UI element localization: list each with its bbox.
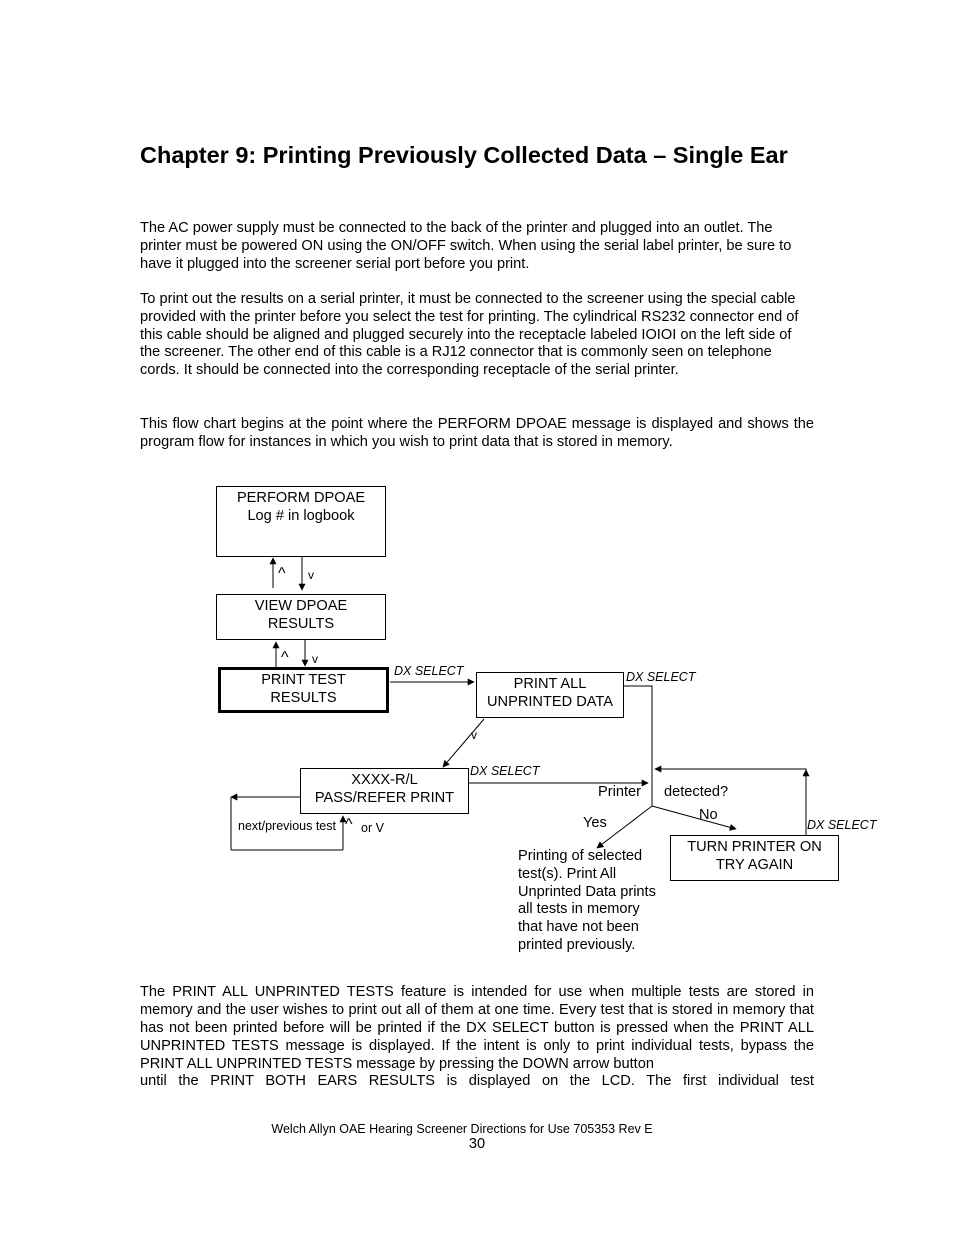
print-test-results-box xyxy=(218,667,389,713)
up-arrow-glyph: ^ xyxy=(278,565,286,582)
down-arrow-glyph: v xyxy=(308,568,314,582)
page-number: 30 xyxy=(468,1136,486,1152)
print-test-results-label: RESULTS xyxy=(270,690,337,706)
footer-doc-title: Welch Allyn OAE Hearing Screener Directions for Use 705353 Rev E xyxy=(271,1122,653,1136)
pass-refer-print-box xyxy=(300,768,469,814)
unprinted-data-label: UNPRINTED DATA xyxy=(487,694,613,710)
view-dpoae-results-box xyxy=(216,594,386,640)
turn-printer-on-label: TURN PRINTER ON xyxy=(687,839,822,855)
yes-label: Yes xyxy=(583,815,607,831)
print-all-unprinted-last-line: until the PRINT BOTH EARS RESULTS is displayed on the LCD. The first individual test xyxy=(140,1073,814,1089)
detected-label: detected? xyxy=(664,784,729,800)
print-all-unprinted-text: The PRINT ALL UNPRINTED TESTS feature is intended for use when multiple tests are stored in memory and the user wishes to print out all of them at one time. Every test that is stored in memory that has not been printed before will be printed if the DX SELECT button is pressed when the PRINT ALL UNPRINTED TESTS message is displayed. If the intent is only to print individual tests, bypass the PRINT ALL UNPRINTED TESTS message by pressing the DOWN arrow button xyxy=(140,984,814,1072)
line-turnon-to-junction xyxy=(655,769,806,836)
print-all-label: PRINT ALL xyxy=(513,676,587,692)
dx-select-label: DX SELECT xyxy=(807,818,877,832)
view-dpoae-label: VIEW DPOAE xyxy=(254,598,348,614)
up-arrow-glyph: ^ xyxy=(345,816,353,833)
print-test-label: PRINT TEST xyxy=(261,672,346,688)
turn-printer-on-box xyxy=(670,835,839,881)
view-results-label: RESULTS xyxy=(267,616,335,632)
no-label: No xyxy=(699,807,718,823)
intro-paragraph-flowchart: This flow chart begins at the point where the PERFORM DPOAE message is displayed and shows the program flow for instances in which you wish to print data that is stored in memory. xyxy=(140,416,814,450)
or-v-label: or V xyxy=(361,821,384,835)
printer-label: Printer xyxy=(598,784,641,800)
xxxx-rl-label: XXXX-R/L xyxy=(351,772,418,788)
printing-note: Printing of selected test(s). Print All Unprinted Data prints all tests in memory that have not been printed previously. xyxy=(518,848,656,953)
perform-dpoae-label: PERFORM DPOAE xyxy=(236,490,366,506)
next-previous-test-label: next/previous test xyxy=(238,819,336,833)
try-again-label: TRY AGAIN xyxy=(715,857,794,873)
print-all-unprinted-paragraph xyxy=(140,984,814,1074)
down-arrow-glyph: v xyxy=(312,652,318,666)
intro-paragraph-power: The AC power supply must be connected to the back of the printer and plugged into an outlet. The printer must be powered ON using the ON/OFF switch. When using the serial label printer, be sure to have it plugged into the screener serial port before you print. xyxy=(140,220,792,272)
intro-paragraph-serial-cable: To print out the results on a serial printer, it must be connected to the screener using the special cable provided with the printer before you select the test for printing. The cylindrical RS232 connector end of this cable should be aligned and plugged securely into the receptacle labeled IOIOI on the left side of the screener. The other end of this cable is a RJ12 connector that is commonly seen on telephone cords. It should be connected into the corresponding receptacle of the serial printer. xyxy=(140,291,799,379)
dx-select-label: DX SELECT xyxy=(394,664,464,678)
dx-select-label: DX SELECT xyxy=(470,764,540,778)
up-arrow-glyph: ^ xyxy=(281,649,289,666)
perform-dpoae-box xyxy=(216,486,386,557)
down-arrow-glyph: v xyxy=(471,728,477,742)
dx-select-label: DX SELECT xyxy=(626,670,696,684)
arrow-printall-to-xxxx xyxy=(443,719,484,767)
print-all-unprinted-box xyxy=(476,672,624,718)
pass-refer-print-label: PASS/REFER PRINT xyxy=(314,790,455,806)
page-title: Chapter 9: Printing Previously Collected Data – Single Ear xyxy=(140,142,788,168)
log-number-label: Log # in logbook xyxy=(247,508,355,524)
arrow-no-to-turnon xyxy=(652,806,736,829)
